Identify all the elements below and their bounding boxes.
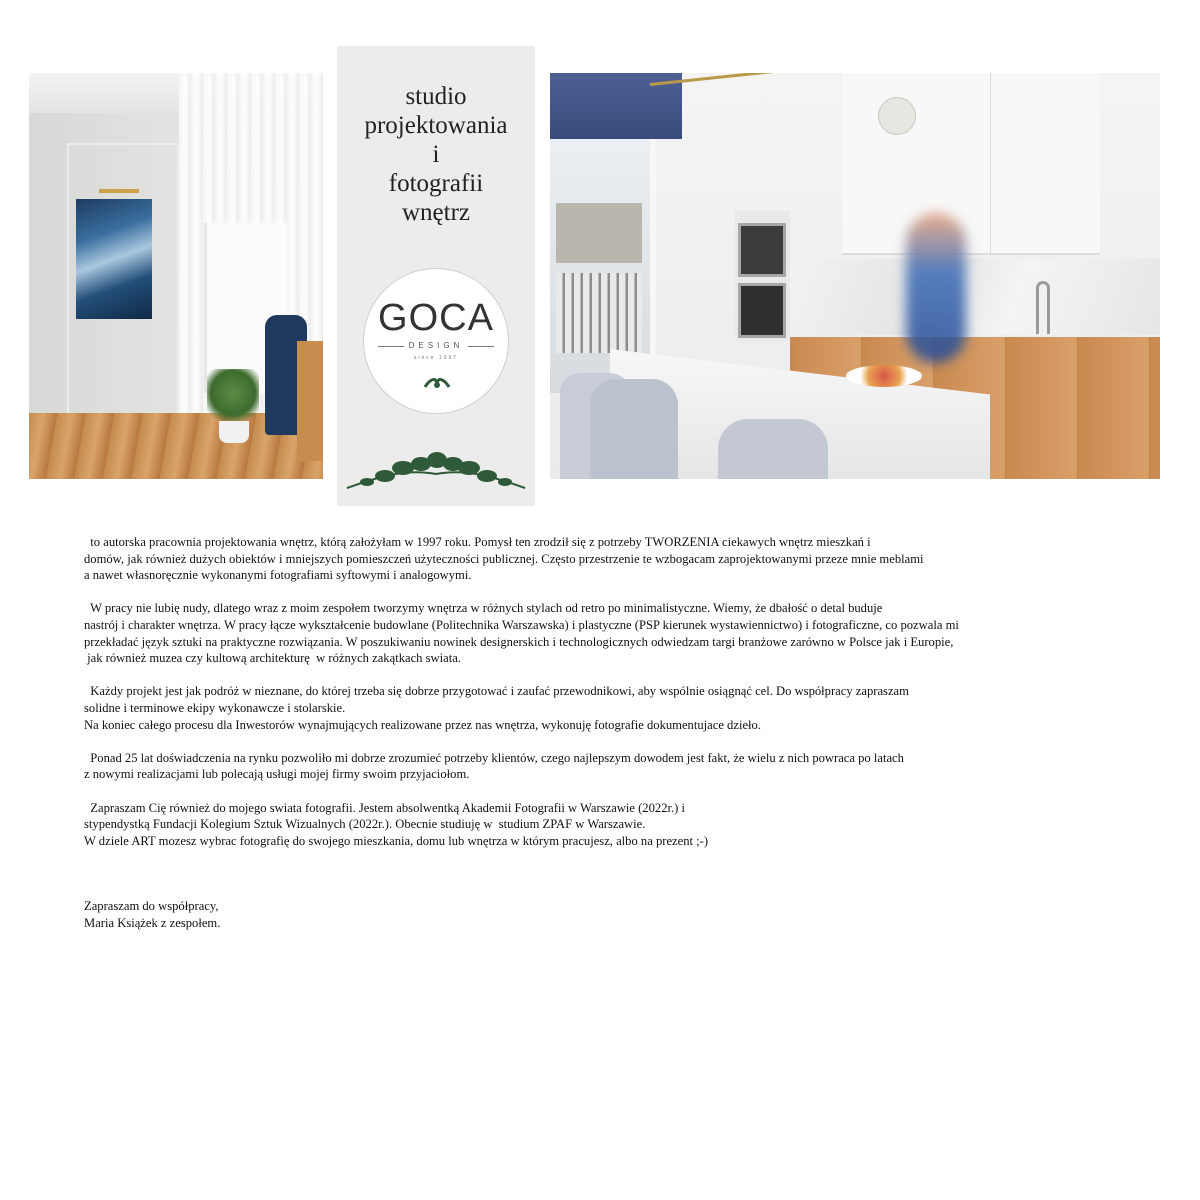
paragraph (84, 750, 1134, 783)
bar-stool (718, 419, 828, 479)
text-line: Każdy projekt jest jak podróż w nieznane, do której trzeba się dobrze przygotować i zaufać przewodnikowi, aby wspólnie osiągnąć cel. Do współpracy zapraszam (84, 684, 909, 699)
studio-panel (337, 46, 535, 506)
balcony-railing (556, 273, 642, 353)
logo-wordmark: GOCA (378, 297, 494, 339)
plant (207, 369, 259, 429)
text-line: stypendystką Fundacji Kolegium Sztuk Wizualnych (2022r.). Obecnie studiuję w studium ZPAF w Warszawie. (84, 817, 646, 832)
blurred-person (906, 213, 966, 363)
cabinet-divider (990, 73, 991, 253)
text-line: W pracy nie lubię nudy, dlatego wraz z moim zespołem tworzymy wnętrza w różnych stylach od retro po minimalistyczne. Wiemy, że dbałość o detal buduje (84, 601, 883, 616)
about-text (84, 534, 1134, 866)
faucet (1036, 281, 1050, 334)
oak-leaf-icon (422, 373, 452, 393)
text-line: przekładać język sztuki na praktyczne rozwiązania. W poszukiwaniu nowinek designerskich i technologicznych odwiedzam targi branżowe zarówno w Polsce jak i Europie, (84, 634, 954, 649)
lamp-globe (878, 97, 916, 135)
outside-building (556, 203, 642, 263)
studio-title (337, 82, 535, 227)
paragraph (84, 600, 1134, 666)
plant-pot (219, 421, 249, 443)
picture-lamp (99, 189, 139, 193)
text-line: Zapraszam Cię również do mojego swiata fotografii. Jestem absolwentką Akademii Fotografii w Warszawie (2022r.) i (84, 800, 685, 815)
text-line: domów, jak również dużych obiektów i mniejszych pomieszczeń użyteczności publicznej. Często przestrzenie te wzbogacam zaprojektowanymi przeze mnie meblami (84, 551, 924, 566)
marble-backsplash (790, 259, 1160, 335)
text-line: Na koniec całego procesu dla Inwestorów wynajmujących realizowane przez nas wnętrza, wykonuję fotografie dokumentujace dzieło. (84, 717, 761, 732)
signature-line: Maria Książek z zespołem. (84, 915, 221, 930)
table (297, 341, 323, 461)
title-line: i (432, 141, 440, 168)
text-line: solidne i terminowe ekipy wykonawcze i stolarskie. (84, 700, 346, 715)
logo-rule (468, 346, 494, 347)
title-line: studio (405, 83, 467, 110)
bar-stool (590, 379, 678, 479)
signature (84, 898, 220, 931)
text-line: z nowymi realizacjami lub polecają usługi mojej firmy swoim przyjaciołom. (84, 767, 470, 782)
title-line: wnętrz (401, 199, 471, 226)
coffee-machine (738, 223, 786, 277)
paragraph (84, 534, 1134, 584)
logo-since: since 1997 (413, 355, 459, 361)
goca-design-logo (363, 268, 509, 414)
paragraph (84, 800, 1134, 850)
paragraph (84, 683, 1134, 733)
leaf-garland-icon (345, 448, 527, 496)
kitchen-photo (550, 73, 1160, 479)
oven (738, 283, 786, 338)
text-line: to autorska pracownia projektowania wnętrz, którą założyłam w 1997 roku. Pomysł ten zrodził się z potrzeby TWORZENIA ciekawych wnętrz mieszkań i (84, 535, 871, 549)
painting (76, 199, 152, 319)
title-line: fotografii (388, 170, 484, 197)
signature-line: Zapraszam do współpracy, (84, 899, 219, 913)
text-line: nastrój i charakter wnętrza. W pracy łącze wykształcenie budowlane (Politechnika Warszawska) i plastyczne (PSP kierunek wystawiennictwo) i fotograficzne, co pozwala mi (84, 617, 959, 632)
text-line: W dziele ART mozesz wybrac fotografię do swojego mieszkania, domu lub wnętrza w którym pracujesz, albo na prezent ;-) (84, 833, 709, 848)
text-line: a nawet własnoręcznie wykonanymi fotografiami syftowymi i analogowymi. (84, 568, 472, 583)
living-room-photo (29, 73, 323, 479)
logo-subtitle: DESIGN (408, 341, 464, 350)
text-line: jak również muzea czy kultową architekturę w różnych zakątkach swiata. (84, 651, 461, 666)
text-line: Ponad 25 lat doświadczenia na rynku pozwoliło mi dobrze zrozumieć potrzeby klientów, czego najlepszym dowodem jest fakt, że wielu z nich powraca po latach (84, 750, 904, 765)
upper-cabinets (842, 73, 1100, 255)
title-line: projektowania (364, 112, 508, 139)
food-plate (846, 365, 922, 387)
